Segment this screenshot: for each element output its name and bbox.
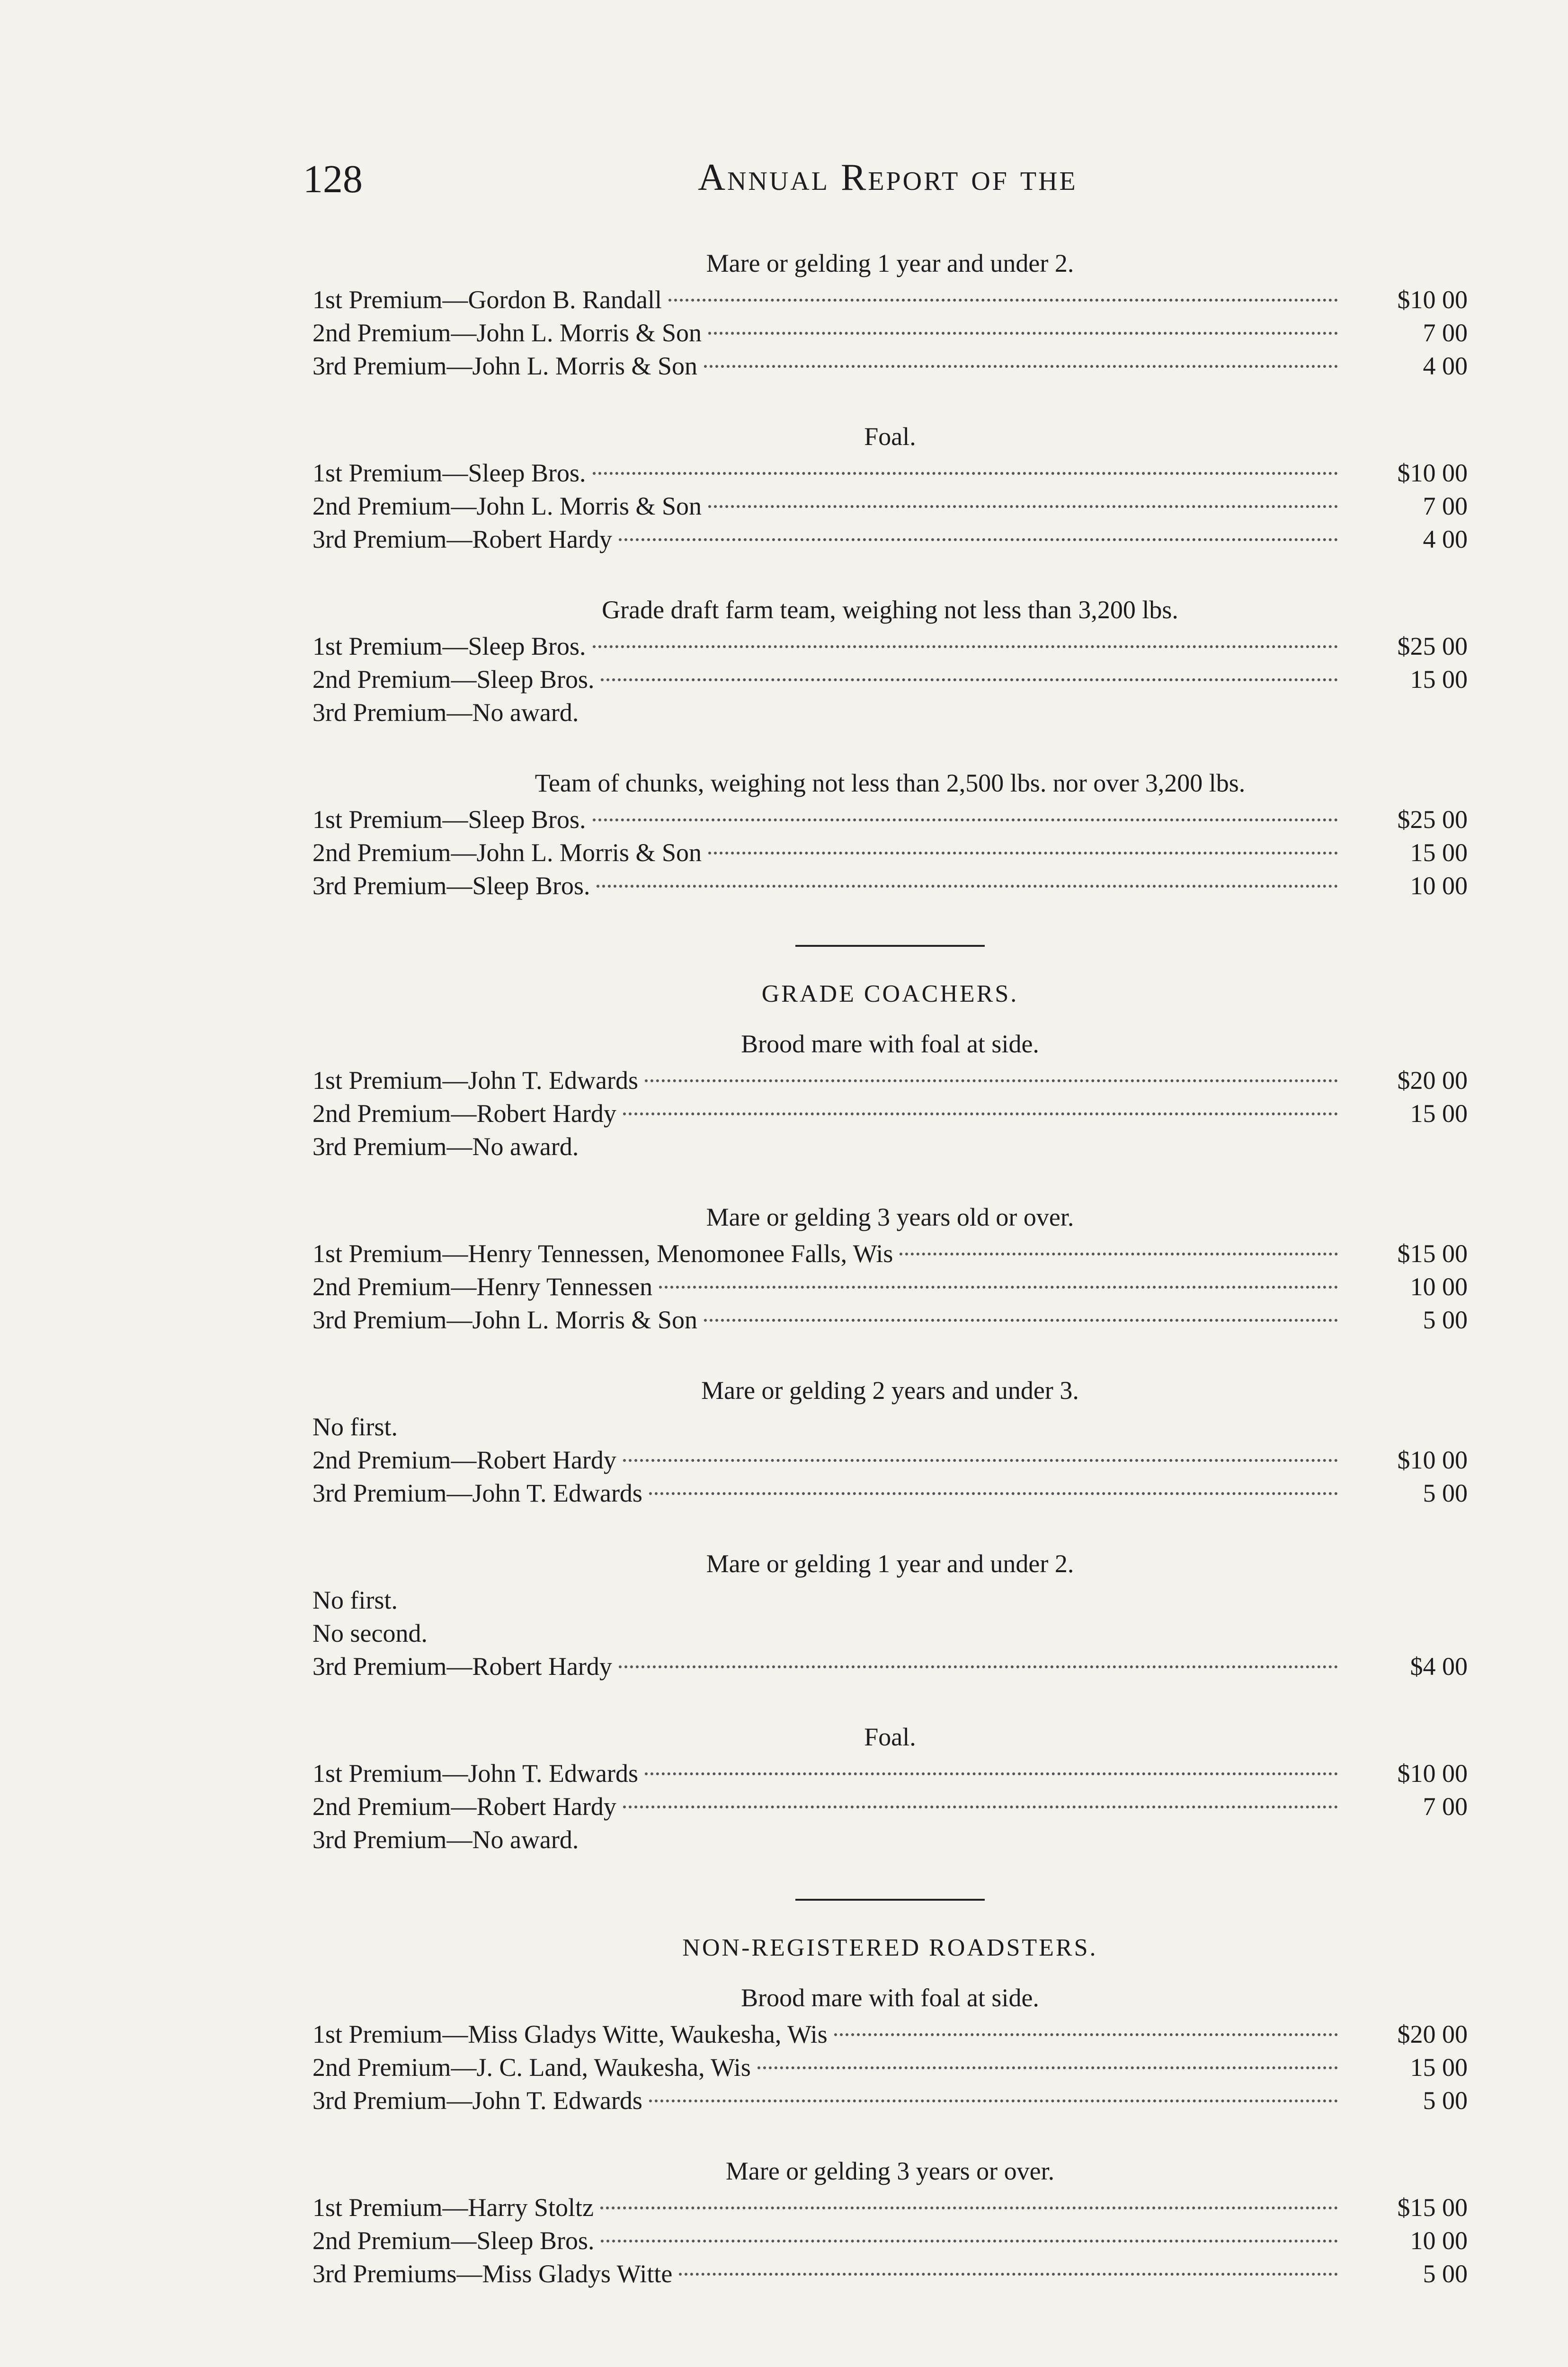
entry-amount: 4 00 (1423, 525, 1468, 553)
entry-label: 3rd Premium—John T. Edwards (312, 1479, 642, 1507)
entry-label: 2nd Premium—Robert Hardy (312, 1099, 616, 1128)
entry-amount: 5 00 (1423, 2086, 1468, 2115)
dot-leader (597, 885, 1338, 888)
entry-label: 1st Premium—Harry Stoltz (312, 2193, 594, 2222)
entry-label: 2nd Premium—J. C. Land, Waukesha, Wis (312, 2053, 751, 2082)
entry-amount: 7 00 (1423, 492, 1468, 520)
dot-leader (900, 1253, 1338, 1255)
dot-leader (619, 538, 1338, 541)
premium-entry (312, 2051, 1468, 2084)
group-top-chunks (312, 766, 1468, 902)
premium-entry (312, 1757, 1468, 1790)
dot-leader (623, 1806, 1338, 1808)
entry-label: 2nd Premium—John L. Morris & Son (312, 492, 702, 520)
premium-entry (312, 1443, 1468, 1477)
dot-leader (668, 299, 1338, 302)
premium-entry (312, 836, 1468, 869)
premium-entry (312, 349, 1468, 383)
group-subhead: Mare or gelding 1 year and under 2. (706, 1549, 1074, 1578)
premium-entry (312, 1097, 1468, 1130)
dot-leader (593, 645, 1338, 648)
dot-leader (649, 1492, 1338, 1495)
dot-leader (708, 505, 1338, 508)
entry-amount: 7 00 (1423, 1792, 1468, 1821)
premium-entry (312, 1650, 1468, 1683)
entry-amount: 15 00 (1410, 1099, 1468, 1128)
page-header (303, 156, 1472, 208)
entry-label: 1st Premium—Sleep Bros. (312, 459, 586, 487)
group-coachers-2yr (312, 1373, 1468, 1510)
entry-label: 3rd Premium—Robert Hardy (312, 525, 612, 553)
group-coachers-3yr (312, 1200, 1468, 1336)
entry-amount: $25 00 (1397, 632, 1468, 660)
entry-amount: 10 00 (1410, 1272, 1468, 1301)
premium-entry (312, 1790, 1468, 1823)
dot-leader (679, 2273, 1338, 2276)
entry-amount: 15 00 (1410, 838, 1468, 867)
entry-label: 3rd Premium—John T. Edwards (312, 2086, 642, 2115)
entry-label: 1st Premium—Sleep Bros. (312, 805, 586, 834)
no-first-line: No first. (312, 1413, 398, 1441)
dot-leader (708, 852, 1338, 854)
dot-leader (834, 2033, 1338, 2036)
group-subhead: Team of chunks, weighing not less than 2,500 lbs. nor over 3,200 lbs. (535, 769, 1246, 797)
entry-amount: 5 00 (1423, 2260, 1468, 2288)
no-award-line: 3rd Premium—No award. (312, 1132, 579, 1161)
premium-entry (312, 1237, 1468, 1270)
content (312, 246, 1468, 2327)
entry-amount: 15 00 (1410, 665, 1468, 694)
no-award-line: 3rd Premium—No award. (312, 1825, 579, 1854)
group-subhead: Mare or gelding 3 years or over. (725, 2157, 1055, 2185)
page-number: 128 (303, 157, 363, 201)
dot-leader (601, 678, 1338, 681)
section-divider (795, 1899, 985, 1901)
entry-amount: $10 00 (1397, 1759, 1468, 1788)
entry-label: 1st Premium—Miss Gladys Witte, Waukesha, Wis (312, 2020, 828, 2048)
premium-entry (312, 630, 1468, 663)
dot-leader (623, 1459, 1338, 1462)
group-subhead: Foal. (864, 422, 916, 451)
premium-entry (312, 1303, 1468, 1336)
entry-label: 1st Premium—Sleep Bros. (312, 632, 586, 660)
section-title-grade-coachers: GRADE COACHERS. (761, 980, 1019, 1007)
entry-label: 2nd Premium—Sleep Bros. (312, 665, 595, 694)
entry-label: 3rd Premium—John L. Morris & Son (312, 1306, 698, 1334)
group-top-foal (312, 419, 1468, 556)
entry-amount: 5 00 (1423, 1479, 1468, 1507)
entry-amount: $20 00 (1397, 2020, 1468, 2048)
entry-label: 2nd Premium—Robert Hardy (312, 1792, 616, 1821)
entry-label: 2nd Premium—John L. Morris & Son (312, 838, 702, 867)
dot-leader (757, 2066, 1338, 2069)
entry-amount: $10 00 (1397, 1446, 1468, 1474)
premium-entry (312, 316, 1468, 349)
group-coachers-1yr (312, 1547, 1468, 1683)
entry-amount: 10 00 (1410, 2226, 1468, 2255)
entry-amount: $25 00 (1397, 805, 1468, 834)
premium-entry (312, 2084, 1468, 2117)
group-subhead: Mare or gelding 3 years old or over. (706, 1203, 1074, 1231)
dot-leader (704, 1319, 1338, 1322)
dot-leader (593, 472, 1338, 475)
entry-label: 1st Premium—John T. Edwards (312, 1066, 638, 1095)
group-coachers-brood-mare (312, 1027, 1468, 1163)
entry-label: 1st Premium—John T. Edwards (312, 1759, 638, 1788)
entry-label: 2nd Premium—Henry Tennessen (312, 1272, 653, 1301)
entry-amount: $4 00 (1410, 1652, 1468, 1681)
dot-leader (593, 819, 1338, 821)
premium-entry (312, 2191, 1468, 2224)
group-top-mare-1yr (312, 246, 1468, 383)
group-subhead: Foal. (864, 1723, 916, 1751)
group-subhead: Grade draft farm team, weighing not less than 3,200 lbs. (602, 596, 1178, 624)
entry-amount: $10 00 (1397, 459, 1468, 487)
premium-entry (312, 2224, 1468, 2257)
premium-entry (312, 283, 1468, 316)
group-roadsters-3yr (312, 2154, 1468, 2290)
group-coachers-foal (312, 1720, 1468, 1856)
entry-amount: $10 00 (1397, 285, 1468, 314)
group-roadsters-brood-mare (312, 1981, 1468, 2117)
premium-entry (312, 489, 1468, 523)
entry-label: 2nd Premium—John L. Morris & Son (312, 319, 702, 347)
entry-label: 2nd Premium—Robert Hardy (312, 1446, 616, 1474)
premium-entry (312, 2257, 1468, 2290)
section-divider (795, 945, 985, 947)
dot-leader (600, 2207, 1338, 2209)
group-subhead: Mare or gelding 1 year and under 2. (706, 249, 1074, 277)
premium-entry (312, 663, 1468, 696)
entry-label: 3rd Premium—John L. Morris & Son (312, 352, 698, 380)
group-subhead: Mare or gelding 2 years and under 3. (701, 1376, 1079, 1405)
entry-amount: 7 00 (1423, 319, 1468, 347)
no-second-line: No second. (312, 1619, 428, 1647)
running-title: Annual Report of the (698, 157, 1078, 198)
section-title-roadsters: NON-REGISTERED ROADSTERS. (682, 1934, 1098, 1961)
entry-label: 1st Premium—Gordon B. Randall (312, 285, 662, 314)
entry-amount: 4 00 (1423, 352, 1468, 380)
premium-entry (312, 456, 1468, 489)
premium-entry (312, 1064, 1468, 1097)
premium-entry (312, 1477, 1468, 1510)
dot-leader (601, 2240, 1338, 2242)
entry-label: 3rd Premium—Sleep Bros. (312, 872, 590, 900)
group-subhead: Brood mare with foal at side. (741, 1030, 1039, 1058)
premium-entry (312, 1270, 1468, 1303)
entry-amount: $15 00 (1397, 1239, 1468, 1268)
entry-label: 1st Premium—Henry Tennessen, Menomonee Falls, Wis (312, 1239, 893, 1268)
entry-amount: 10 00 (1410, 872, 1468, 900)
entry-label: 3rd Premiums—Miss Gladys Witte (312, 2260, 673, 2288)
premium-entry (312, 803, 1468, 836)
dot-leader (619, 1665, 1338, 1668)
entry-amount: 5 00 (1423, 1306, 1468, 1334)
entry-amount: $15 00 (1397, 2193, 1468, 2222)
premium-entry (312, 869, 1468, 902)
group-top-draft-team (312, 593, 1468, 729)
dot-leader (649, 2100, 1338, 2102)
entry-amount: $20 00 (1397, 1066, 1468, 1095)
dot-leader (708, 332, 1338, 335)
group-subhead: Brood mare with foal at side. (741, 1984, 1039, 2012)
premium-entry (312, 523, 1468, 556)
premium-entry (312, 2018, 1468, 2051)
dot-leader (659, 1286, 1338, 1289)
entry-label: 3rd Premium—Robert Hardy (312, 1652, 612, 1681)
dot-leader (623, 1112, 1338, 1115)
no-award-line: 3rd Premium—No award. (312, 698, 579, 727)
entry-label: 2nd Premium—Sleep Bros. (312, 2226, 595, 2255)
dot-leader (645, 1772, 1338, 1775)
dot-leader (645, 1079, 1338, 1082)
no-first-line: No first. (312, 1586, 398, 1614)
dot-leader (704, 365, 1338, 368)
entry-amount: 15 00 (1410, 2053, 1468, 2082)
